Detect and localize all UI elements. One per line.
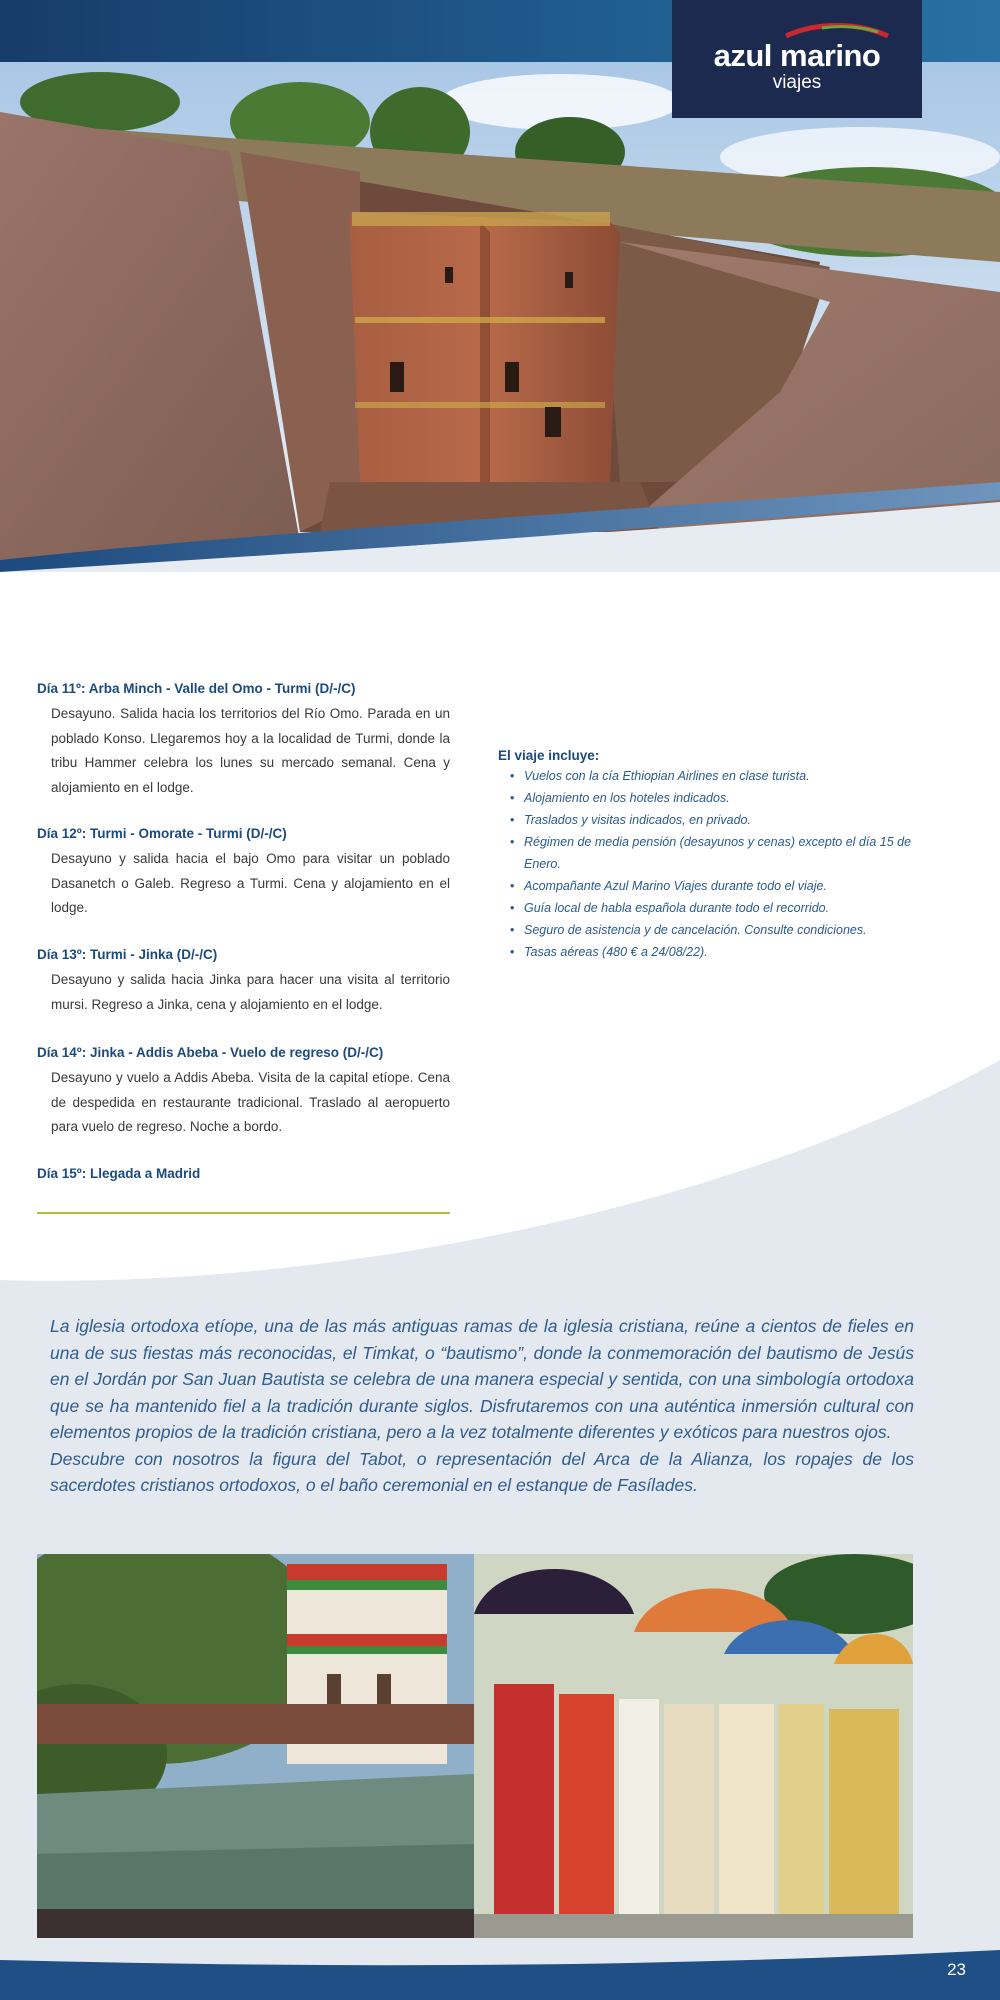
itinerary-day-12	[37, 826, 450, 921]
day-title: Día 11º: Arba Minch - Valle del Omo - Turmi (D/-/C)	[37, 681, 356, 696]
trip-includes	[498, 748, 918, 963]
day-description: Desayuno. Salida hacia los territorios del Río Omo. Parada en un poblado Konso. Llegaremos hoy a la localidad de Turmi, donde la tribu Hammer celebra los lunes su mercado semanal. Cena y alojamiento en el lodge.	[51, 706, 450, 795]
includes-item: • Régimen de media pensión (desayunos y cenas) excepto el día 15 de Enero.	[498, 831, 918, 875]
intro-paragraph: La iglesia ortodoxa etíope, una de las más antiguas ramas de la iglesia cristiana, reúne a cientos de fieles en una de sus fiestas más reconocidas, el Timkat, o “bautismo”, donde la conmemoración del bautismo de Jesús en el Jordán por San Juan Bautista se celebra de una manera especial y sentida, con una simbología ortodoxa que se ha mantenido fiel a la tradición durante siglos. Disfrutaremos con una auténtica inmersión cultural con elementos propios de la tradición cristiana, pero a la vez totalmente diferentes y exóticos para nuestros ojos.	[50, 1316, 914, 1442]
day-description: Desayuno y vuelo a Addis Abeba. Visita de la capital etíope. Cena de despedida en restaurante tradicional. Traslado al aeropuerto para vuelo de regreso. Noche a bordo.	[51, 1070, 450, 1134]
day-description: Desayuno y salida hacia el bajo Omo para visitar un poblado Dasanetch o Galeb. Regreso a Turmi. Cena y alojamiento en el lodge.	[51, 851, 450, 915]
brand-logo	[672, 0, 922, 118]
photo-fasilides-bath	[37, 1554, 474, 1938]
day-title: Día 13º: Turmi - Jinka (D/-/C)	[37, 947, 218, 962]
includes-item: • Vuelos con la cía Ethiopian Airlines en clase turista.	[498, 765, 918, 787]
hero-photo-rock-church	[0, 62, 1000, 572]
day-title: Día 15º: Llegada a Madrid	[37, 1166, 201, 1181]
includes-item: • Seguro de asistencia y de cancelación. Consulte condiciones.	[498, 919, 918, 941]
timkat-intro	[50, 1313, 914, 1499]
day-title: Día 14º: Jinka - Addis Abeba - Vuelo de regreso (D/-/C)	[37, 1045, 384, 1060]
itinerary-day-13	[37, 947, 450, 1017]
day-title: Día 12º: Turmi - Omorate - Turmi (D/-/C)	[37, 826, 287, 841]
includes-item: • Alojamiento en los hoteles indicados.	[498, 787, 918, 809]
includes-item: • Tasas aéreas (480 € a 24/08/22).	[498, 941, 918, 963]
itinerary-day-11	[37, 681, 450, 800]
page-number: 23	[947, 1960, 966, 1979]
photo-timkat-priests	[474, 1554, 913, 1938]
day-description: Desayuno y salida hacia Jinka para hacer una visita al territorio mursi. Regreso a Jinka, cena y alojamiento en el lodge.	[51, 972, 450, 1012]
includes-list	[498, 765, 918, 963]
includes-item: • Acompañante Azul Marino Viajes durante todo el viaje.	[498, 875, 918, 897]
brand-subtitle: viajes	[772, 72, 822, 93]
includes-item: • Guía local de habla española durante todo el recorrido.	[498, 897, 918, 919]
brand-name: azul marino	[713, 38, 881, 73]
includes-title: El viaje incluye:	[498, 748, 600, 763]
intro-paragraph: Descubre con nosotros la figura del Tabot, o representación del Arca de la Alianza, los ropajes de los sacerdotes cristianos ortodoxos, o el baño ceremonial en el estanque de Fasílades.	[50, 1448, 914, 1495]
includes-item: • Traslados y visitas indicados, en privado.	[498, 809, 918, 831]
